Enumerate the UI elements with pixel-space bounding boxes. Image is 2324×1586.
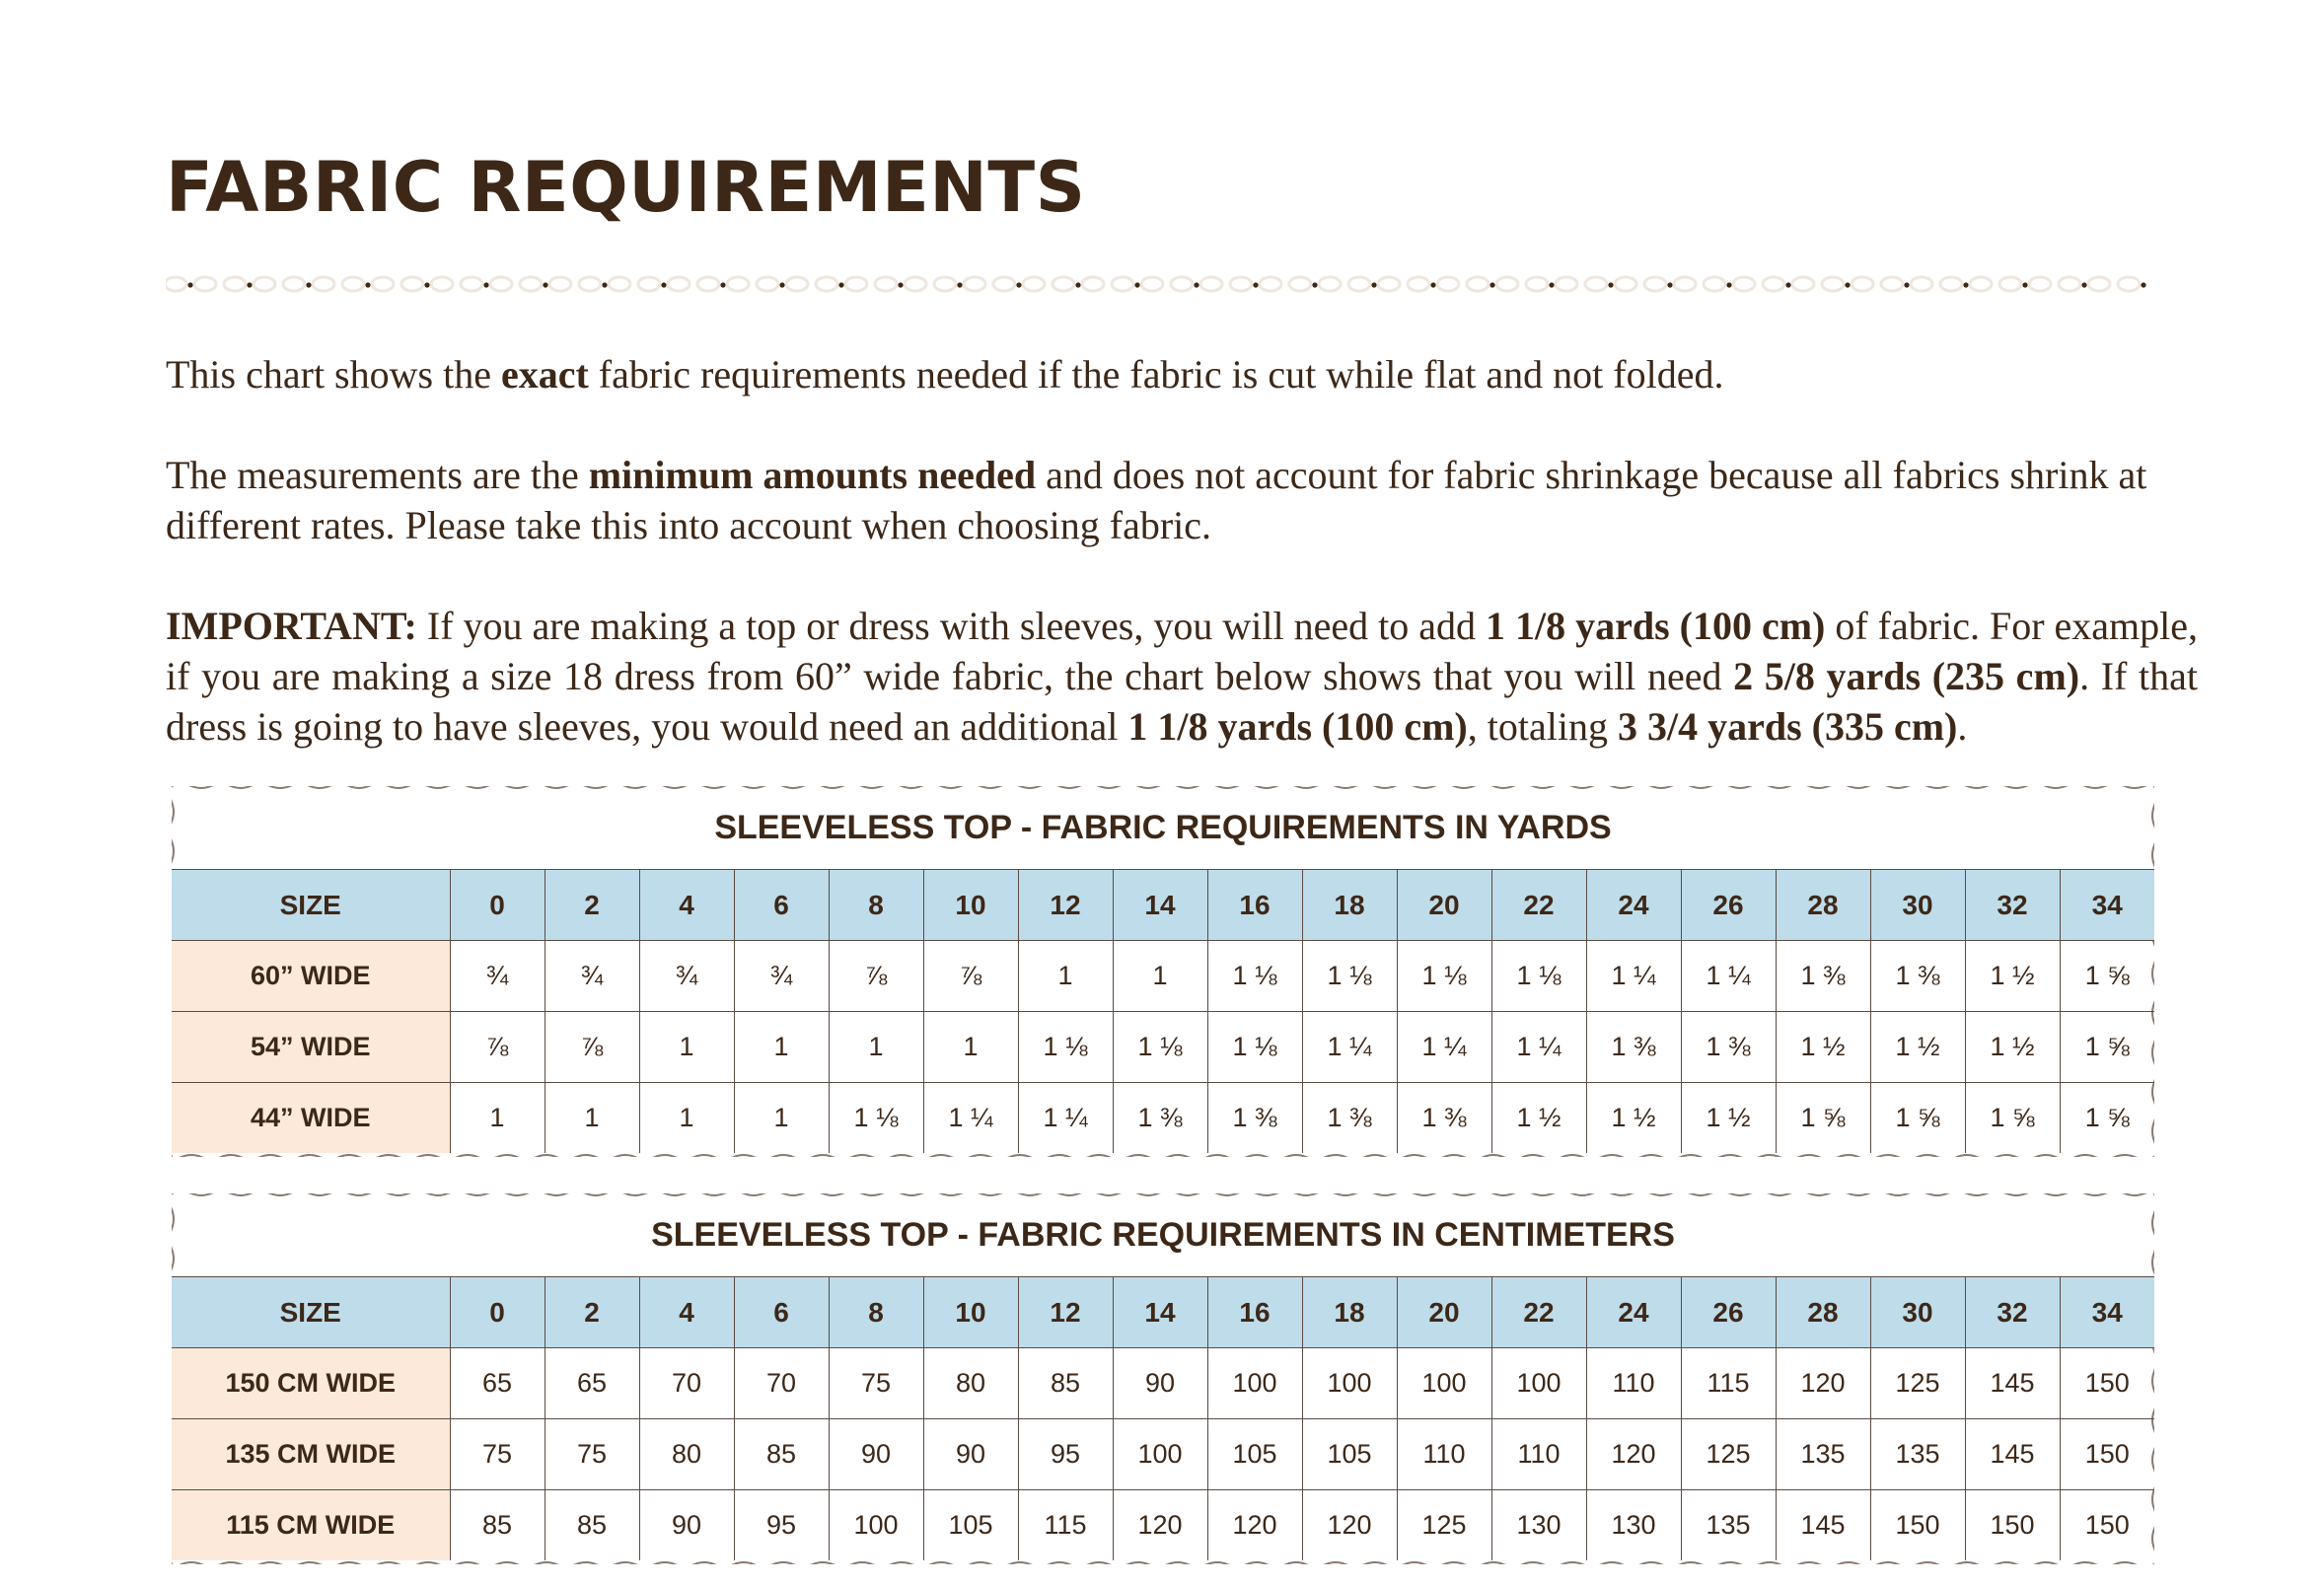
size-column-header: 20 xyxy=(1397,870,1491,941)
table-cell: 1 ¼ xyxy=(1397,1012,1491,1083)
divider-loop xyxy=(1615,277,1636,291)
divider-dot xyxy=(1667,282,1672,287)
size-column-header: 24 xyxy=(1586,1277,1681,1348)
divider-dot xyxy=(1253,282,1258,287)
divider-loop xyxy=(1496,277,1518,291)
table-cell: 1 xyxy=(923,1012,1018,1083)
table-cell: 65 xyxy=(450,1348,545,1419)
table-cell: 1 xyxy=(639,1083,734,1154)
table-cell: 1 ⅝ xyxy=(1965,1083,2060,1154)
table-cell: 1 ⅜ xyxy=(1776,941,1870,1012)
centimeters-table xyxy=(172,1193,2154,1564)
table-cell: 100 xyxy=(829,1490,923,1561)
size-column-header: 14 xyxy=(1113,1277,1207,1348)
table-cell: 120 xyxy=(1113,1490,1207,1561)
table-cell: 80 xyxy=(639,1419,734,1490)
table-cell: 125 xyxy=(1397,1490,1491,1561)
divider-loop xyxy=(1911,277,1932,291)
divider-loop xyxy=(431,277,453,291)
divider-loop xyxy=(372,277,394,291)
table-row xyxy=(172,941,2154,1012)
divider-loop xyxy=(1260,277,1281,291)
header-row xyxy=(172,1277,2154,1348)
width-row-label: 54” WIDE xyxy=(172,1012,450,1083)
divider-dot xyxy=(2022,282,2027,287)
size-column-header: 8 xyxy=(829,1277,923,1348)
width-row-label: 135 CM WIDE xyxy=(172,1419,450,1490)
table-cell: 150 xyxy=(1965,1490,2060,1561)
divider-dot xyxy=(957,282,962,287)
yards-table xyxy=(172,786,2154,1157)
table-cell: 70 xyxy=(734,1348,829,1419)
divider-dot xyxy=(1016,282,1021,287)
table-cell: 145 xyxy=(1965,1419,2060,1490)
table-cell: 95 xyxy=(1018,1419,1113,1490)
table-cell: 1 ⅛ xyxy=(1397,941,1491,1012)
width-row-label: 115 CM WIDE xyxy=(172,1490,450,1561)
divider-dot xyxy=(247,282,252,287)
divider-loop xyxy=(1141,277,1163,291)
divider-dot xyxy=(1904,282,1909,287)
table-cell: 100 xyxy=(1302,1348,1397,1419)
divider-dot xyxy=(1430,282,1435,287)
size-column-header: 10 xyxy=(923,870,1018,941)
requirements-grid xyxy=(172,1276,2154,1560)
table-cell: 115 xyxy=(1018,1490,1113,1561)
table-row xyxy=(172,1012,2154,1083)
size-column-header: 6 xyxy=(734,1277,829,1348)
divider-loop xyxy=(1112,277,1133,291)
divider-dot xyxy=(1726,282,1731,287)
table-cell: ⅞ xyxy=(829,941,923,1012)
divider-loop xyxy=(1881,277,1903,291)
divider-loop xyxy=(816,277,837,291)
size-column-header: 0 xyxy=(450,870,545,941)
divider-dot xyxy=(1845,282,1850,287)
table-cell: 1 ¼ xyxy=(1681,941,1776,1012)
divider-dot xyxy=(1963,282,1968,287)
divider-loop xyxy=(905,277,926,291)
table-cell: 100 xyxy=(1491,1348,1586,1419)
table-cell: 80 xyxy=(923,1348,1018,1419)
divider-dot xyxy=(1549,282,1554,287)
table-cell: 100 xyxy=(1397,1348,1491,1419)
divider-loop xyxy=(1704,277,1725,291)
table-cell: 95 xyxy=(734,1490,829,1561)
requirements-grid xyxy=(172,869,2154,1153)
divider-loop xyxy=(2059,277,2080,291)
divider-loop xyxy=(786,277,808,291)
table-cell: 150 xyxy=(2060,1348,2154,1419)
divider-dot xyxy=(898,282,903,287)
divider-loop xyxy=(1940,277,1962,291)
table-cell: 1 ½ xyxy=(1870,1012,1965,1083)
divider-loop xyxy=(845,277,867,291)
table-cell: 1 xyxy=(734,1083,829,1154)
size-column-header: 34 xyxy=(2060,870,2154,941)
divider-loop xyxy=(1467,277,1489,291)
divider-loop xyxy=(1319,277,1341,291)
size-column-header: 30 xyxy=(1870,870,1965,941)
divider-loop xyxy=(964,277,985,291)
table-cell: 90 xyxy=(829,1419,923,1490)
table-cell: 1 ⅜ xyxy=(1113,1083,1207,1154)
divider-dot xyxy=(2141,282,2145,287)
divider-loop xyxy=(934,277,956,291)
intro-paragraph: This chart shows the exact fabric requirements needed if the fabric is cut while flat and not folded. xyxy=(166,352,1724,396)
important-paragraph: IMPORTANT: If you are making a top or dress with sleeves, you will need to add 1 1/8 yards (100 cm) of fabric. For example, if you are making a size 18 dress from 60” wide fabric, the chart below shows that you will need 2 5/8 yards (235 cm). If that dress is going to have sleeves, you would need an additional 1 1/8 yards (100 cm), totaling 3 3/4 yards (335 cm). xyxy=(166,604,2199,749)
size-column-header: 24 xyxy=(1586,870,1681,941)
table-cell: 145 xyxy=(1965,1348,2060,1419)
table-cell: 135 xyxy=(1870,1419,1965,1490)
table-cell: 1 ½ xyxy=(1776,1012,1870,1083)
table-cell: 150 xyxy=(2060,1419,2154,1490)
divider-loop xyxy=(1970,277,1992,291)
divider-loop xyxy=(2029,277,2051,291)
table-cell: 1 ⅛ xyxy=(1491,941,1586,1012)
divider-loop xyxy=(1644,277,1666,291)
table-cell: 135 xyxy=(1776,1419,1870,1490)
width-row-label: 150 CM WIDE xyxy=(172,1348,450,1419)
page-title: FABRIC REQUIREMENTS xyxy=(166,147,1086,228)
size-column-header: 8 xyxy=(829,870,923,941)
table-cell: 1 ¼ xyxy=(923,1083,1018,1154)
table-cell: 75 xyxy=(450,1419,545,1490)
divider-dot xyxy=(1608,282,1613,287)
divider-loop xyxy=(283,277,305,291)
table-cell: 1 ¼ xyxy=(1302,1012,1397,1083)
size-column-header: 10 xyxy=(923,1277,1018,1348)
table-cell: 1 ¼ xyxy=(1018,1083,1113,1154)
divider-loop xyxy=(194,277,216,291)
table-cell: 1 xyxy=(639,1012,734,1083)
size-column-header: 28 xyxy=(1776,1277,1870,1348)
divider-loop xyxy=(579,277,601,291)
divider-loop xyxy=(1082,277,1104,291)
size-column-header: 32 xyxy=(1965,1277,2060,1348)
divider-dot xyxy=(720,282,725,287)
table-cell: 105 xyxy=(1302,1419,1397,1490)
table-cell: 150 xyxy=(2060,1490,2154,1561)
table-cell: ¾ xyxy=(639,941,734,1012)
size-column-header: 20 xyxy=(1397,1277,1491,1348)
divider-loop xyxy=(1792,277,1814,291)
table-cell: 130 xyxy=(1491,1490,1586,1561)
size-column-header: 2 xyxy=(545,1277,639,1348)
divider-dot xyxy=(306,282,311,287)
divider-dot xyxy=(602,282,607,287)
table-title: SLEEVELESS TOP - FABRIC REQUIREMENTS IN YARDS xyxy=(714,809,1612,846)
divider-dot xyxy=(1785,282,1790,287)
divider-dot xyxy=(1194,282,1198,287)
divider-loop xyxy=(1556,277,1577,291)
table-row xyxy=(172,1348,2154,1419)
divider-loop xyxy=(1053,277,1074,291)
divider-dot xyxy=(424,282,429,287)
table-cell: 90 xyxy=(639,1490,734,1561)
size-header: SIZE xyxy=(172,870,450,941)
size-column-header: 22 xyxy=(1491,870,1586,941)
size-column-header: 4 xyxy=(639,870,734,941)
size-column-header: 16 xyxy=(1207,1277,1302,1348)
divider-loop xyxy=(1023,277,1045,291)
table-cell: 120 xyxy=(1586,1419,1681,1490)
divider-loop xyxy=(1999,277,2021,291)
table-cell: 110 xyxy=(1397,1419,1491,1490)
table-cell: 105 xyxy=(923,1490,1018,1561)
size-column-header: 18 xyxy=(1302,1277,1397,1348)
table-cell: 135 xyxy=(1681,1490,1776,1561)
size-column-header: 26 xyxy=(1681,870,1776,941)
table-cell: 1 ⅛ xyxy=(1018,1012,1113,1083)
size-column-header: 14 xyxy=(1113,870,1207,941)
table-cell: 1 ⅝ xyxy=(1776,1083,1870,1154)
table-cell: ¾ xyxy=(450,941,545,1012)
divider-dot xyxy=(1134,282,1139,287)
table-cell: 85 xyxy=(1018,1348,1113,1419)
table-cell: 145 xyxy=(1776,1490,1870,1561)
table-cell: 100 xyxy=(1113,1419,1207,1490)
table-cell: 1 ⅝ xyxy=(2060,1083,2154,1154)
table-cell: 1 xyxy=(1018,941,1113,1012)
table-cell: ⅞ xyxy=(450,1012,545,1083)
table-cell: 1 ⅜ xyxy=(1586,1012,1681,1083)
divider-dot xyxy=(838,282,843,287)
table-cell: 1 xyxy=(450,1083,545,1154)
table-cell: 1 ½ xyxy=(1491,1083,1586,1154)
table-row xyxy=(172,1419,2154,1490)
table-row xyxy=(172,1490,2154,1561)
divider-dot xyxy=(483,282,488,287)
table-cell: 1 xyxy=(734,1012,829,1083)
table-cell: 1 ½ xyxy=(1965,941,2060,1012)
size-column-header: 4 xyxy=(639,1277,734,1348)
table-cell: 1 ⅛ xyxy=(1207,941,1302,1012)
divider-loop xyxy=(1437,277,1459,291)
divider-dot xyxy=(365,282,370,287)
table-cell: 70 xyxy=(639,1348,734,1419)
divider-loop xyxy=(549,277,571,291)
decorative-divider xyxy=(166,266,2158,302)
table-cell: 125 xyxy=(1681,1419,1776,1490)
table-cell: 1 ½ xyxy=(1586,1083,1681,1154)
table-cell: 1 xyxy=(829,1012,923,1083)
table-cell: 1 ¼ xyxy=(1586,941,1681,1012)
table-cell: 130 xyxy=(1586,1490,1681,1561)
table-cell: 1 ⅜ xyxy=(1870,941,1965,1012)
size-column-header: 22 xyxy=(1491,1277,1586,1348)
divider-dot xyxy=(187,282,192,287)
divider-loop xyxy=(1200,277,1222,291)
divider-dot xyxy=(1371,282,1376,287)
size-column-header: 32 xyxy=(1965,870,2060,941)
table-cell: 115 xyxy=(1681,1348,1776,1419)
table-cell: 1 ⅛ xyxy=(829,1083,923,1154)
size-header: SIZE xyxy=(172,1277,450,1348)
table-cell: 110 xyxy=(1491,1419,1586,1490)
divider-loop xyxy=(1408,277,1429,291)
width-row-label: 44” WIDE xyxy=(172,1083,450,1154)
table-cell: 1 ⅝ xyxy=(2060,1012,2154,1083)
divider-loop xyxy=(1822,277,1844,291)
divider-loop xyxy=(2118,277,2140,291)
divider-loop xyxy=(1378,277,1400,291)
table-cell: 1 ⅜ xyxy=(1302,1083,1397,1154)
table-cell: ¾ xyxy=(734,941,829,1012)
divider-loop xyxy=(1852,277,1873,291)
table-cell: 1 ¼ xyxy=(1491,1012,1586,1083)
table-cell: 1 ⅝ xyxy=(2060,941,2154,1012)
table-cell: 1 ⅜ xyxy=(1681,1012,1776,1083)
table-cell: 75 xyxy=(545,1419,639,1490)
size-column-header: 0 xyxy=(450,1277,545,1348)
divider-loop xyxy=(668,277,690,291)
divider-loop xyxy=(1674,277,1696,291)
divider-loop xyxy=(401,277,423,291)
divider-loop xyxy=(727,277,749,291)
table-cell: 65 xyxy=(545,1348,639,1419)
table-cell: ¾ xyxy=(545,941,639,1012)
divider-loop xyxy=(1526,277,1548,291)
important-label: IMPORTANT: xyxy=(166,604,417,648)
emphasis-minimum: minimum amounts needed xyxy=(588,453,1037,497)
divider-dot xyxy=(779,282,784,287)
table-cell: 125 xyxy=(1870,1348,1965,1419)
divider-loop xyxy=(993,277,1015,291)
table-cell: 75 xyxy=(829,1348,923,1419)
table-cell: 1 ⅛ xyxy=(1113,1012,1207,1083)
divider-dot xyxy=(1312,282,1317,287)
size-column-header: 2 xyxy=(545,870,639,941)
width-row-label: 60” WIDE xyxy=(172,941,450,1012)
divider-loop xyxy=(638,277,660,291)
table-cell: 1 ⅛ xyxy=(1302,941,1397,1012)
divider-loop xyxy=(1171,277,1193,291)
table-cell: 90 xyxy=(923,1419,1018,1490)
table-cell: 1 xyxy=(1113,941,1207,1012)
table-cell: 85 xyxy=(545,1490,639,1561)
table-cell: 1 ⅜ xyxy=(1397,1083,1491,1154)
table-title: SLEEVELESS TOP - FABRIC REQUIREMENTS IN CENTIMETERS xyxy=(651,1216,1675,1254)
divider-loop xyxy=(520,277,542,291)
divider-loop xyxy=(2088,277,2110,291)
table-cell: 120 xyxy=(1776,1348,1870,1419)
table-cell: 1 xyxy=(545,1083,639,1154)
divider-loop xyxy=(609,277,630,291)
divider-loop xyxy=(875,277,897,291)
table-cell: 105 xyxy=(1207,1419,1302,1490)
size-column-header: 26 xyxy=(1681,1277,1776,1348)
size-column-header: 16 xyxy=(1207,870,1302,941)
table-cell: 85 xyxy=(450,1490,545,1561)
divider-dot xyxy=(1489,282,1494,287)
divider-dot xyxy=(2081,282,2086,287)
divider-loop xyxy=(1585,277,1607,291)
table-cell: 90 xyxy=(1113,1348,1207,1419)
size-column-header: 12 xyxy=(1018,1277,1113,1348)
divider-loop xyxy=(757,277,778,291)
divider-loop xyxy=(342,277,364,291)
size-column-header: 28 xyxy=(1776,870,1870,941)
size-column-header: 6 xyxy=(734,870,829,941)
table-cell: 110 xyxy=(1586,1348,1681,1419)
table-cell: ⅞ xyxy=(923,941,1018,1012)
table-cell: 150 xyxy=(1870,1490,1965,1561)
size-column-header: 12 xyxy=(1018,870,1113,941)
table-cell: 1 ½ xyxy=(1965,1012,2060,1083)
divider-loop xyxy=(1348,277,1370,291)
divider-loop xyxy=(313,277,334,291)
table-cell: 120 xyxy=(1302,1490,1397,1561)
divider-dot xyxy=(543,282,547,287)
divider-loop xyxy=(166,277,186,291)
divider-loop xyxy=(224,277,246,291)
divider-loop xyxy=(1733,277,1755,291)
table-cell: ⅞ xyxy=(545,1012,639,1083)
divider-dot xyxy=(1075,282,1080,287)
divider-loop xyxy=(697,277,719,291)
table-cell: 1 ½ xyxy=(1681,1083,1776,1154)
divider-loop xyxy=(1230,277,1252,291)
size-column-header: 30 xyxy=(1870,1277,1965,1348)
emphasis-exact: exact xyxy=(500,352,589,396)
table-cell: 1 ⅝ xyxy=(1870,1083,1965,1154)
minimum-note-paragraph: The measurements are the minimum amounts needed and does not account for fabric shrinkage because all fabrics shrink at different rates. Please take this into account when choosing fabric. xyxy=(166,453,2147,547)
table-cell: 1 ⅜ xyxy=(1207,1083,1302,1154)
table-cell: 100 xyxy=(1207,1348,1302,1419)
divider-loop xyxy=(254,277,275,291)
table-cell: 85 xyxy=(734,1419,829,1490)
divider-loop xyxy=(1763,277,1784,291)
divider-loop xyxy=(490,277,512,291)
table-row xyxy=(172,1083,2154,1154)
header-row xyxy=(172,870,2154,941)
table-cell: 120 xyxy=(1207,1490,1302,1561)
size-column-header: 34 xyxy=(2060,1277,2154,1348)
size-column-header: 18 xyxy=(1302,870,1397,941)
divider-dot xyxy=(661,282,666,287)
divider-loop xyxy=(1289,277,1311,291)
divider-loop xyxy=(461,277,482,291)
table-cell: 1 ⅛ xyxy=(1207,1012,1302,1083)
